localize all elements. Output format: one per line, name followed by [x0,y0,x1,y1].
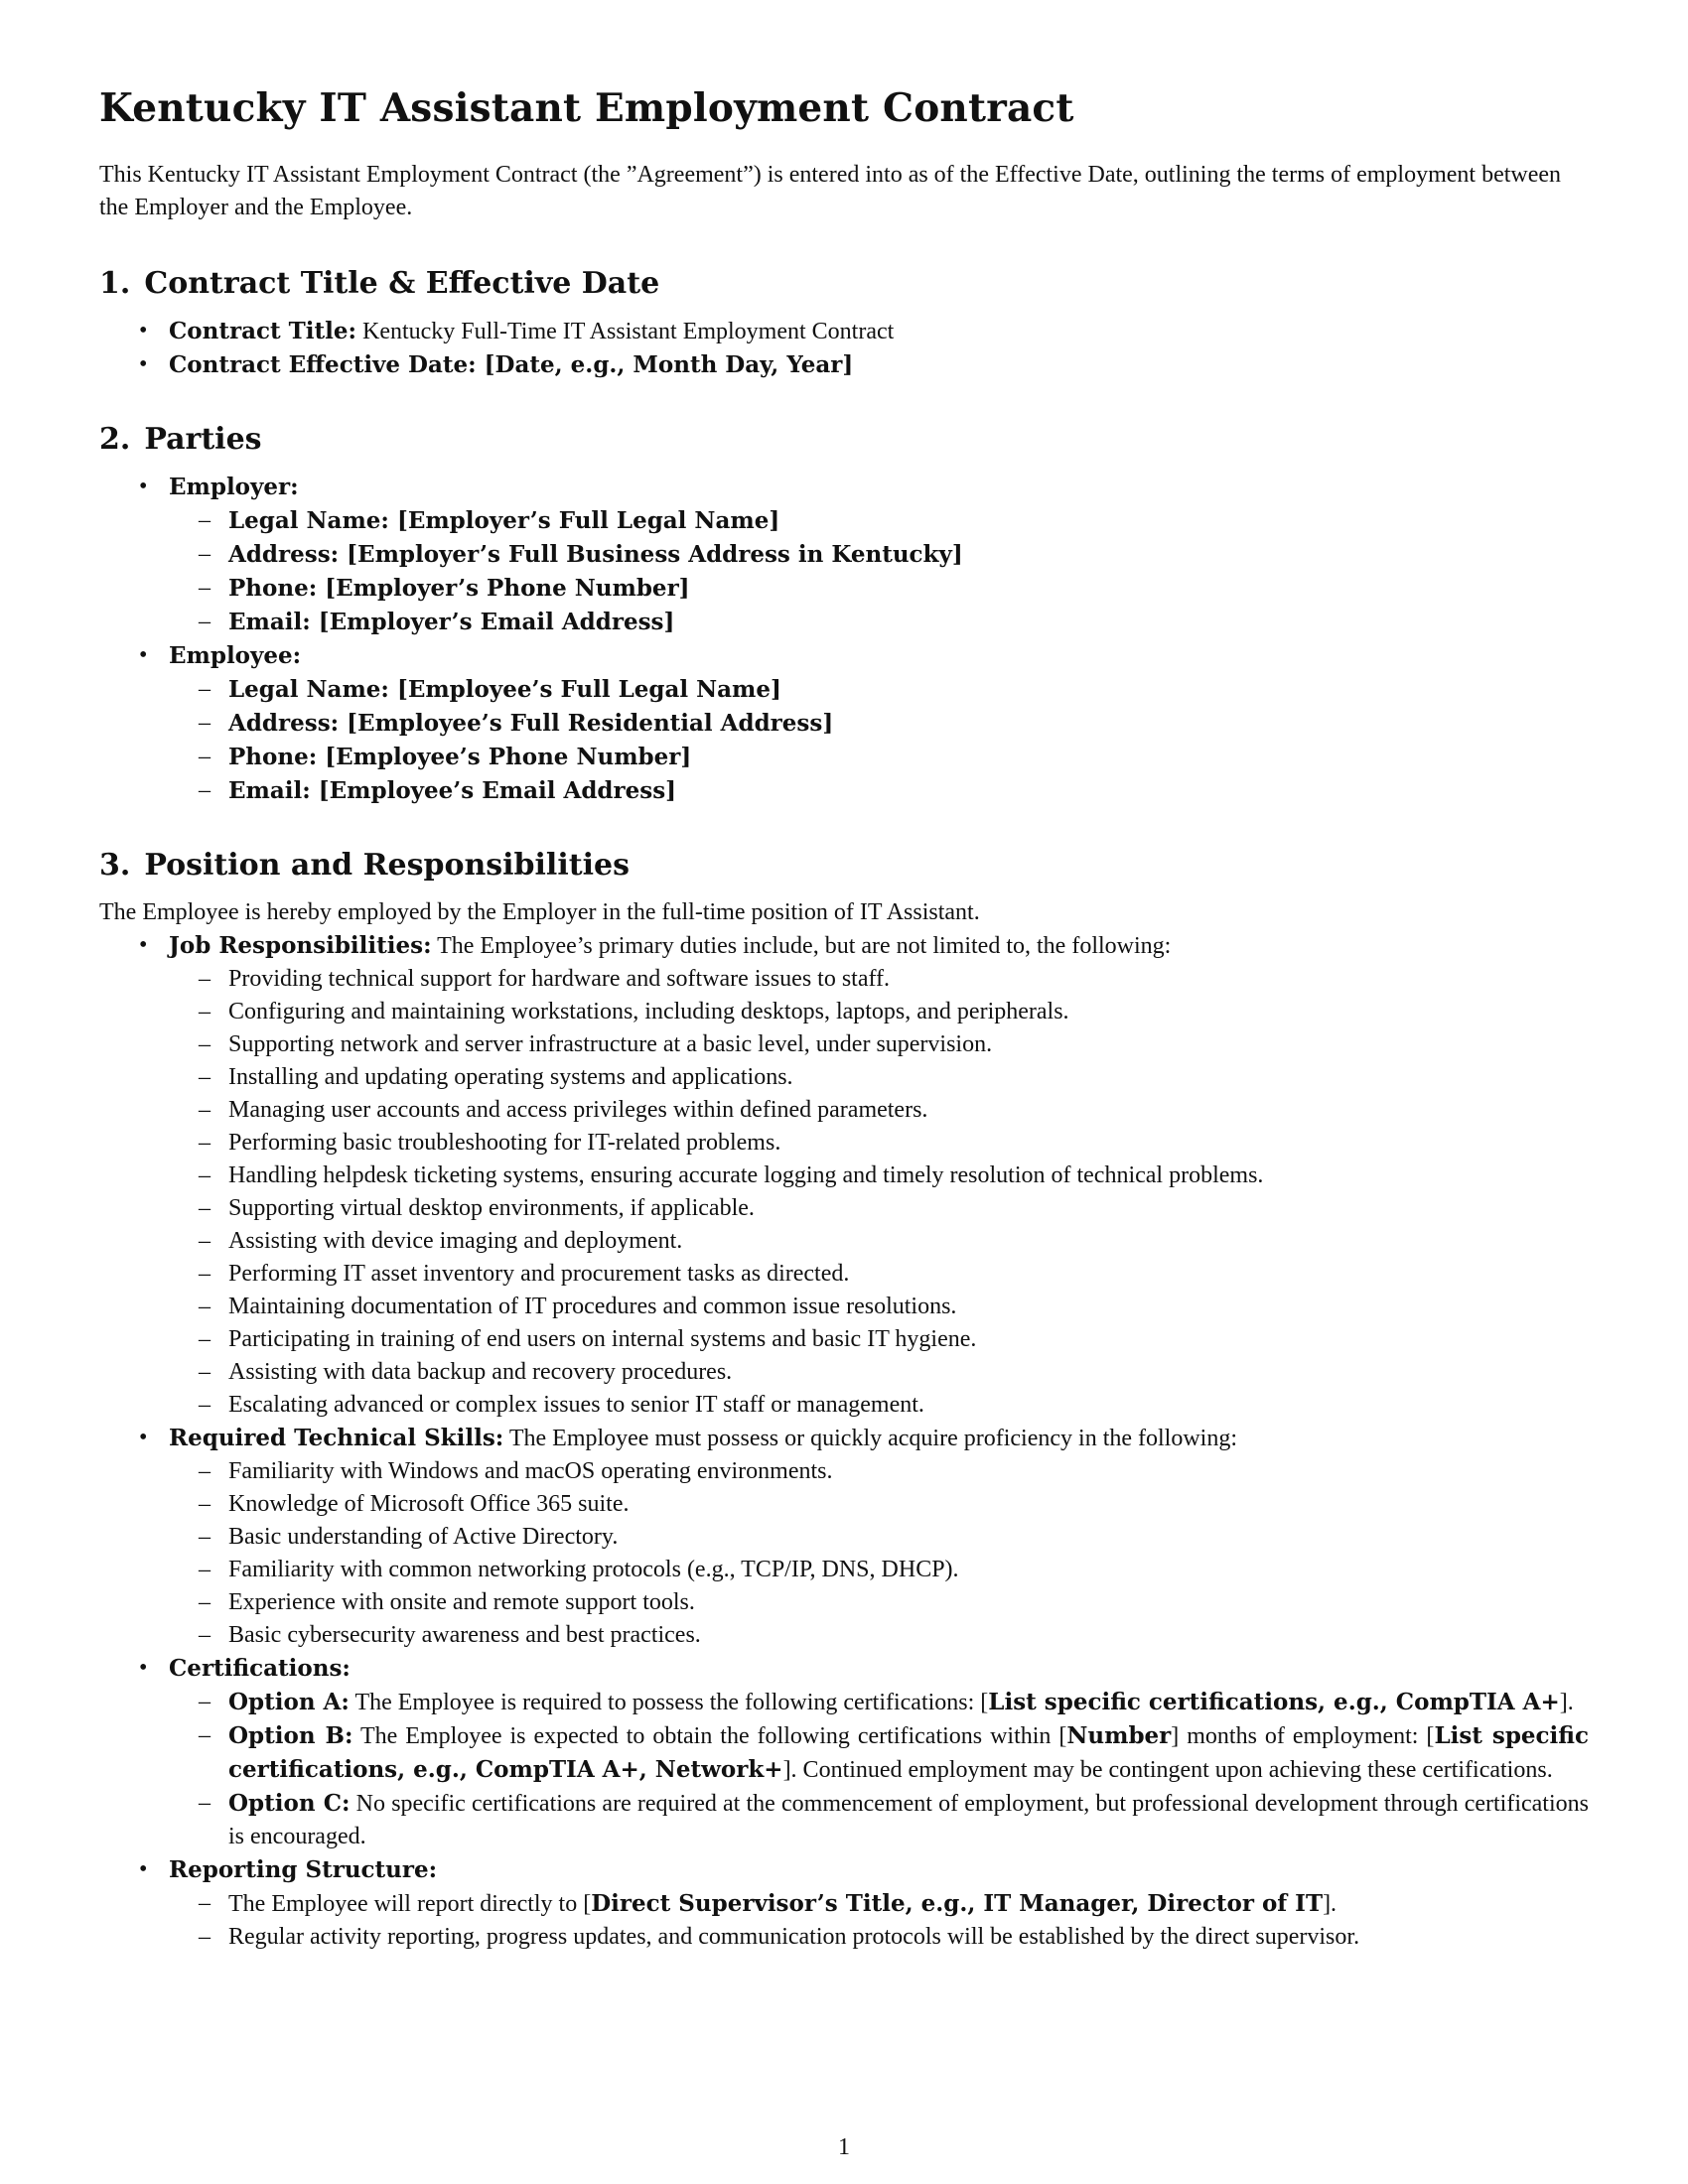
list-item: – Maintaining documentation of IT procedures and common issue resolutions. [169,1291,1589,1323]
certifications-list [169,1686,1589,1853]
list-item: – Familiarity with Windows and macOS operating environments. [169,1455,1589,1488]
section-2-heading: 2. Parties [99,422,262,457]
section-2 [99,422,1589,808]
list-item: – Supporting network and server infrastructure at a basic level, under supervision. [169,1028,1589,1061]
section-1-list [99,315,1589,382]
list-item: – Basic understanding of Active Directory. [169,1521,1589,1554]
list-item: – Familiarity with common networking protocols (e.g., TCP/IP, DNS, DHCP). [169,1554,1589,1586]
list-item: – Knowledge of Microsoft Office 365 suite. [169,1488,1589,1521]
cert-option-b: – Option B: The Employee is expected to obtain the following certifications within [Number] months of employment: [List specific certifications, e.g., CompTIA A+, Network+]. Continued employment may be contingent upon achieving these certifications. [169,1719,1589,1787]
list-item: – Supporting virtual desktop environments, if applicable. [169,1192,1589,1225]
list-item: – Performing IT asset inventory and procurement tasks as directed. [169,1258,1589,1291]
certifications-item: • Certifications: – Option A: The Employee is required to possess the following certifications: [List specific certifications, e.g., CompTIA A+]. – Option B: The Employee is expected to obtain the following certifications within [Number] months of employment: [List specific certifications, e.g., CompTIA A+, Network+]. Continued employment may be contingent upon achieving these certifications. – Option C: No specific certifications are required at the commencement of employment, but professional development through certifications is encouraged. [99,1652,1589,1853]
list-item: – Assisting with data backup and recovery procedures. [169,1356,1589,1389]
document-title: Kentucky IT Assistant Employment Contract [99,85,1074,131]
cert-option-c: – Option C: No specific certifications are required at the commencement of employment, but professional development through certifications is encouraged. [169,1787,1589,1853]
job-responsibilities-item: • Job Responsibilities: The Employee’s primary duties include, but are not limited to, the following: – Providing technical support for hardware and software issues to staff. – Configuring and maintaining workstations, including desktops, laptops, and peripherals. – Supporting network and server infrastructure at a basic level, under supervision. – Installing and updating operating systems and applications. – Managing user accounts and access privileges within defined parameters. – Performing basic troubleshooting for IT-related problems. – Handling helpdesk ticketing systems, ensuring accurate logging and timely resolution of technical problems. – Supporting virtual desktop environments, if applicable. – Assisting with device imaging and deployment. – Performing IT asset inventory and procurement tasks as directed. – Maintaining documentation of IT procedures and common issue resolutions. – Participating in training of end users on internal systems and basic IT hygiene. – Assisting with data backup and recovery procedures. – Escalating advanced or complex issues to senior IT staff or management. [99,929,1589,1422]
employer-item: • Employer: – Legal Name: [Employer’s Full Legal Name] – Address: [Employer’s Full Business Address in Kentucky] – Phone: [Employer’s Phone Number] – Email: [Employer’s Email Address] [99,471,1589,639]
technical-skills-item: • Required Technical Skills: The Employee must possess or quickly acquire proficiency in the following: – Familiarity with Windows and macOS operating environments. – Knowledge of Microsoft Office 365 suite. – Basic understanding of Active Directory. – Familiarity with common networking protocols (e.g., TCP/IP, DNS, DHCP). – Experience with onsite and remote support tools. – Basic cybersecurity awareness and best practices. [99,1422,1589,1652]
list-item: • Contract Title: Kentucky Full-Time IT Assistant Employment Contract [99,315,1589,348]
list-item: – Installing and updating operating systems and applications. [169,1061,1589,1094]
list-item: – Address: [Employee’s Full Residential Address] [169,707,1589,741]
list-item: – Experience with onsite and remote support tools. [169,1586,1589,1619]
section-3-intro: The Employee is hereby employed by the Employer in the full-time position of IT Assistant. [99,899,980,925]
list-item: – Assisting with device imaging and deployment. [169,1225,1589,1258]
list-item: – Legal Name: [Employee’s Full Legal Name] [169,673,1589,707]
responsibilities-list [169,963,1589,1422]
list-item: – Performing basic troubleshooting for IT-related problems. [169,1127,1589,1160]
list-item: – Address: [Employer’s Full Business Address in Kentucky] [169,538,1589,572]
skills-list [169,1455,1589,1652]
list-item: – Handling helpdesk ticketing systems, ensuring accurate logging and timely resolution of technical problems. [169,1160,1589,1192]
list-item: – Email: [Employee’s Email Address] [169,774,1589,808]
list-item: – Escalating advanced or complex issues to senior IT staff or management. [169,1389,1589,1422]
reporting-structure-item: • Reporting Structure: – The Employee will report directly to [Direct Supervisor’s Title, e.g., IT Manager, Director of IT]. – Regular activity reporting, progress updates, and communication protocols will be established by the direct supervisor. [99,1853,1589,1954]
list-item: – Phone: [Employer’s Phone Number] [169,572,1589,606]
list-item: – Regular activity reporting, progress updates, and communication protocols will be established by the direct supervisor. [169,1921,1589,1954]
list-item: – Providing technical support for hardware and software issues to staff. [169,963,1589,996]
position-list [99,929,1589,1954]
list-item: – Participating in training of end users on internal systems and basic IT hygiene. [169,1323,1589,1356]
list-item: – The Employee will report directly to [Direct Supervisor’s Title, e.g., IT Manager, Director of IT]. [169,1887,1589,1921]
employee-details [169,673,1589,808]
parties-list [99,471,1589,808]
list-item: – Managing user accounts and access privileges within defined parameters. [169,1094,1589,1127]
list-item: – Legal Name: [Employer’s Full Legal Name] [169,504,1589,538]
section-3-heading: 3. Position and Responsibilities [99,848,630,883]
list-item: – Phone: [Employee’s Phone Number] [169,741,1589,774]
section-1-heading: 1. Contract Title & Effective Date [99,266,660,301]
list-item: – Basic cybersecurity awareness and best practices. [169,1619,1589,1652]
list-item: – Email: [Employer’s Email Address] [169,606,1589,639]
section-3 [99,848,1589,1954]
reporting-list [169,1887,1589,1954]
employee-item: • Employee: – Legal Name: [Employee’s Full Legal Name] – Address: [Employee’s Full Residential Address] – Phone: [Employee’s Phone Number] – Email: [Employee’s Email Address] [99,639,1589,808]
intro-paragraph: This Kentucky IT Assistant Employment Contract (the ”Agreement”) is entered into as of the Effective Date, outlining the terms of employment between the Employer and the Employee. [99,162,1562,220]
section-1 [99,266,1589,382]
list-item: – Configuring and maintaining workstations, including desktops, laptops, and peripherals. [169,996,1589,1028]
document-page [99,85,1589,1993]
employer-details [169,504,1589,639]
cert-option-a: – Option A: The Employee is required to possess the following certifications: [List specific certifications, e.g., CompTIA A+]. [169,1686,1589,1719]
page-number: 1 [838,2134,850,2160]
list-item: • Contract Effective Date: [Date, e.g., Month Day, Year] [99,348,1589,382]
